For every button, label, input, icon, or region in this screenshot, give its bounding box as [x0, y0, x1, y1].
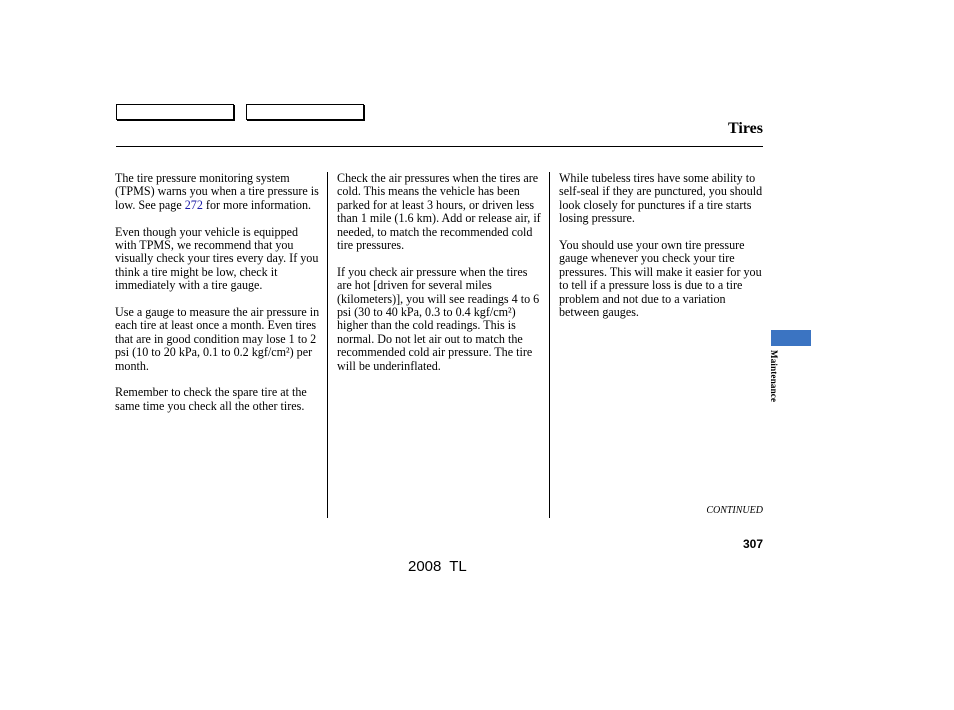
paragraph-text: for more information. [202, 197, 312, 212]
header-rule [116, 146, 763, 147]
section-label: Maintenance [769, 350, 779, 403]
column-divider [327, 172, 328, 518]
page-number: 307 [742, 537, 763, 551]
paragraph: Remember to check the spare tire at the same time you check all the other tires. [115, 385, 307, 413]
paragraph: You should use your own tire pressure gauge whenever you check your tire pressures. This will make it easier for you to tell if a pressure loss is due to a tire problem and not due to a variation between gauges. [559, 238, 762, 320]
paragraph: Even though your vehicle is equipped with TPMS, we recommend that you visually check your tires every day. If you think a tire might be low, check it immediately with a tire gauge. [115, 224, 319, 293]
footer-model: 2008 TL [408, 558, 467, 575]
section-tab[interactable] [771, 330, 811, 346]
continued-label: CONTINUED [706, 505, 763, 516]
page-title: Tires [728, 120, 763, 137]
text-column-1 [115, 172, 320, 427]
paragraph: Use a gauge to measure the air pressure in each tire at least once a month. Even tires that are in good condition may lose 1 to 2 psi (10 to 20 kPa, 0.1 to 0.2 kgf/cm²) per month. [115, 305, 320, 373]
column-divider [549, 172, 550, 518]
nav-button-1[interactable] [116, 104, 234, 120]
nav-button-2[interactable] [246, 104, 364, 120]
text-column-3 [559, 172, 763, 333]
paragraph [115, 172, 320, 212]
paragraph: Check the air pressures when the tires are cold. This means the vehicle has been parked for at least 3 hours, or driven less than 1 mile (1.6 km). Add or release air, if needed, to match the recommended cold tire pressures. [337, 171, 541, 253]
page-link[interactable]: 272 [184, 197, 203, 212]
paragraph: If you check air pressure when the tires are hot [driven for several miles (kilometers)], you will see readings 4 to 6 psi (30 to 40 kPa, 0.3 to 0.4 kgf/cm²) higher than the cold readings. This is normal. Do not let air out to match the recommended cold air pressure. The tire will be underinflated. [337, 264, 540, 373]
paragraph: While tubeless tires have some ability to self-seal if they are punctured, you should look closely for punctures if a tire starts losing pressure. [559, 171, 763, 226]
paragraph-text: The tire pressure monitoring system (TPMS) warns you when a tire pressure is low. See page [115, 171, 319, 212]
text-column-2 [337, 172, 545, 386]
